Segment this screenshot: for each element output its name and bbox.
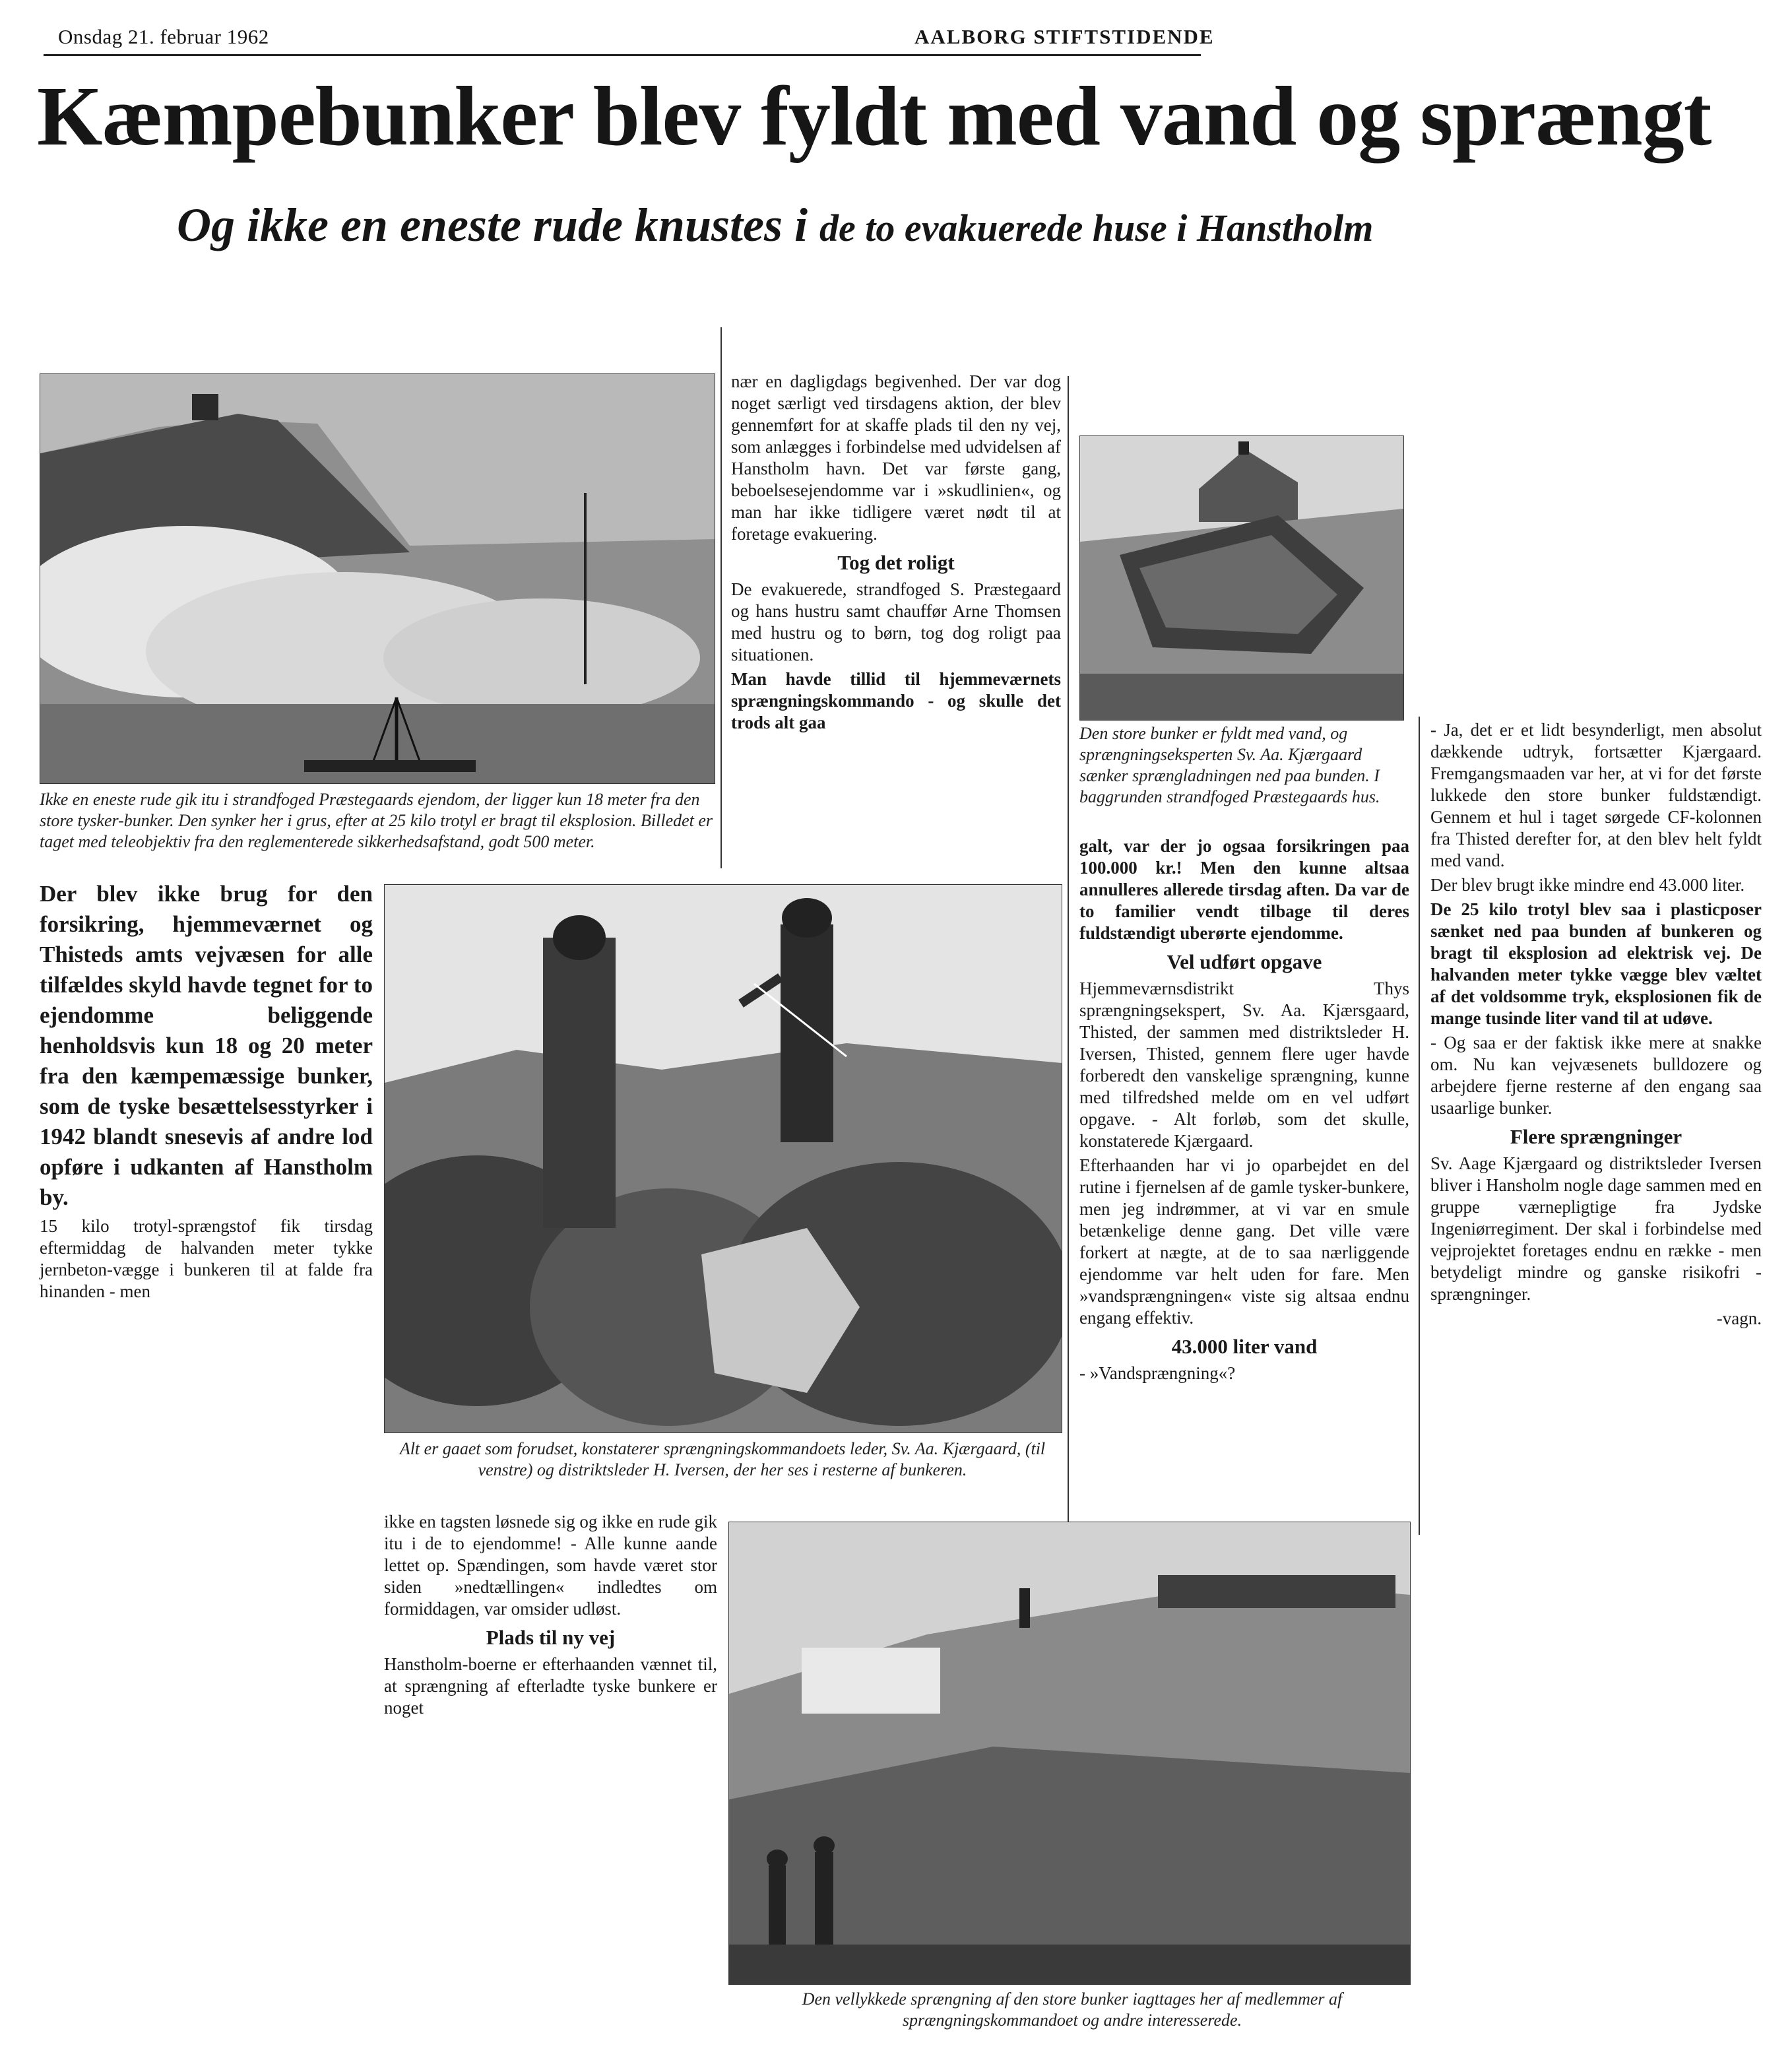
subheading-plads-til-ny-vej: Plads til ny vej: [486, 1626, 616, 1649]
caption-photo-soldiers: Alt er gaaet som forudset, konstaterer sprængningskommandoets leder, Sv. Aa. Kjærgaard, (til venstre) og distriktsleder H. Iversen, der her ses i resterne af bunkeren.: [399, 1439, 1046, 1479]
article-column-1: [40, 879, 373, 1305]
column-2-paragraph-2: De evakuerede, strandfoged S. Præstegaard og hans hustru samt chauffør Arne Thomsen med hustru og to børn, tog dog roligt paa situationen.: [731, 579, 1061, 664]
column-3-paragraph-3: Efterhaanden har vi jo oparbejdet en del rutine i fjernelsen af de gamle tysker-bunkere, men jeg indrømmer, at vi var en smule betænkelige denne gang. Det ville være forkert at nægte, at de to saa nærliggende ejendomme var helt uden for fare. Men »vandsprængningen« viste sig altsaa endnu engang effektiv.: [1079, 1155, 1409, 1328]
newspaper-name: AALBORG STIFTSTIDENDE: [914, 25, 1215, 48]
column-3-paragraph-4: - »Vandsprængning«?: [1079, 1363, 1236, 1383]
column-1-body: 15 kilo trotyl-sprængstof fik tirsdag eftermiddag de halvanden meter tykke jernbeton-vægge i bunkeren til at falde fra hinanden - men: [40, 1216, 373, 1301]
photo-bunker-house: [1079, 435, 1404, 721]
article-lead: Der blev ikke brug for den forsikring, hjemmeværnet og Thisteds amts vejvæsen for alle tilfældes skyld havde tegnet for to ejendomme beliggende henholdsvis kun 18 og 20 meter fra den kæmpemæssige bunker, som de tyske besættelsesstyrker i 1942 blandt snesevis af andre lod opføre i udkanten af Hanstholm by.: [40, 881, 373, 1210]
caption-photo-spectators: Den vellykkede sprængning af den store bunker iagttages her af medlemmer af sprængningskommandoet og andre interesserede.: [802, 1989, 1343, 2030]
column-divider: [1419, 717, 1420, 1535]
subheadline: [177, 197, 1694, 253]
column-3-paragraph-1: galt, var der jo ogsaa forsikringen paa 100.000 kr.! Men den kunne altsaa annulleres allerede tirsdag aften. Da var de to familier vendt tilbage til deres fuldstændigt uberørte ejendomme.: [1079, 836, 1409, 943]
photo-explosion-image: [40, 374, 715, 783]
column-divider: [1068, 376, 1069, 1524]
article-column-mid-lower: [384, 1511, 717, 1722]
article-column-2: [731, 371, 1061, 736]
subheading-vel-udfoert-opgave: Vel udført opgave: [1167, 950, 1322, 973]
article-column-3: [1079, 835, 1409, 1387]
column-mid-paragraph-2: Hanstholm-boerne er efterhaanden vænnet til, at sprængning af efterladte tyske bunkere er noget: [384, 1654, 717, 1718]
column-divider: [720, 327, 722, 868]
column-4-paragraph-3: De 25 kilo trotyl blev saa i plasticposer sænket ned paa bunden af bunkeren og bragt til eksplosion ad elektrisk vej. De halvanden meter tykke vægge blev væltet af det voldsomme tryk, eksplosionen fik de mange tusinde liter vand til at udøve.: [1430, 899, 1762, 1028]
caption-photo-explosion: Ikke en eneste rude gik itu i strandfoged Præstegaards ejendom, der ligger kun 18 meter fra den store tysker-bunker. Den synker her i grus, efter at 25 kilo trotyl er bragt til eksplosion. Billedet er taget med teleobjektiv fra den reglementerede sikkerhedsafstand, godt 500 meter.: [40, 790, 713, 851]
photo-soldiers-image: [385, 885, 1062, 1433]
photo-spectators-image: [729, 1522, 1410, 1984]
subheading-43000-liter-vand: 43.000 liter vand: [1171, 1335, 1318, 1358]
photo-soldiers-rubble: [384, 884, 1062, 1433]
column-4-paragraph-5: Sv. Aage Kjærgaard og distriktsleder Iversen bliver i Hansholm nogle dage sammen med en gruppe værnepligtige fra Jydske Ingeniørregiment. Der skal i forbindelse med vejprojektet foretages endnu en række - men betydeligt mindre og ganske risikofri - sprængninger.: [1430, 1153, 1762, 1304]
column-2-paragraph-3: Man havde tillid til hjemmeværnets sprængningskommando - og skulle det trods alt gaa: [731, 669, 1061, 732]
column-2-paragraph-1: nær en dagligdags begivenhed. Der var dog noget særligt ved tirsdagens aktion, der blev gennemført for at skaffe plads til den ny vej, som anlægges i forbindelse med udvidelsen af Hanstholm havn. Det var første gang, beboelsesejendomme var i »skudlinien«, og man har ikke tidligere været nødt til at foretage evakuering.: [731, 371, 1061, 544]
subheading-flere-spraengninger: Flere sprængninger: [1510, 1125, 1682, 1148]
subheading-tog-det-roligt: Tog det roligt: [837, 551, 955, 574]
caption-photo-bunker: Den store bunker er fyldt med vand, og sprængningseksperten Sv. Aa. Kjærgaard sænker sprængladningen ned paa bunden. I baggrunden strandfoged Præstegaards hus.: [1079, 724, 1380, 806]
headline: Kæmpebunker blev fyldt med vand og sprængt: [37, 69, 1712, 163]
column-4-paragraph-1: - Ja, det er et lidt besynderligt, men absolut dækkende udtryk, fortsætter Kjærgaard. Fremgangsmaaden var her, at vi for det første lukkede den store bunker fuldstændigt. Gennem et hul i taget sørgede CF-kolonnen fra Thisted derefter for, at den blev helt fyldt med vand.: [1430, 720, 1762, 870]
author-signature: -vagn.: [1716, 1308, 1762, 1328]
column-4-paragraph-4: - Og saa er der faktisk ikke mere at snakke om. Nu kan vejvæsenets bulldozere og arbejdere fjerne resterne af den engang saa usaarlige bunker.: [1430, 1033, 1762, 1118]
photo-bunker-image: [1080, 436, 1403, 720]
issue-date: Onsdag 21. februar 1962: [58, 25, 269, 48]
column-3-paragraph-2: Hjemmeværnsdistrikt Thys sprængningsekspert, Sv. Aa. Kjærsgaard, Thisted, der sammen med distriktsleder H. Iversen, Thisted, gennem flere uger havde forberedt den vanskelige sprængning, kunne med tilfredshed melde om en vel udført opgave. - Alt forløb, som det skulle, konstaterede Kjærgaard.: [1079, 979, 1409, 1151]
article-column-4: [1430, 719, 1762, 1332]
column-4-paragraph-2: Der blev brugt ikke mindre end 43.000 liter.: [1430, 875, 1745, 895]
column-mid-paragraph-1: ikke en tagsten løsnede sig og ikke en rude gik itu i de to ejendomme! - Alle kunne aande lettet op. Spændingen, som havde været stor siden »nedtællingen« indledtes om formiddagen, var omsider udløst.: [384, 1512, 717, 1619]
subheadline-part-2: de to evakuerede huse i Hanstholm: [819, 207, 1374, 249]
masthead-rule: [44, 54, 1201, 56]
photo-explosion-house: [40, 373, 715, 784]
subheadline-part-1: Og ikke en eneste rude knustes i: [177, 199, 808, 251]
photo-spectators-dune: [728, 1522, 1411, 1985]
